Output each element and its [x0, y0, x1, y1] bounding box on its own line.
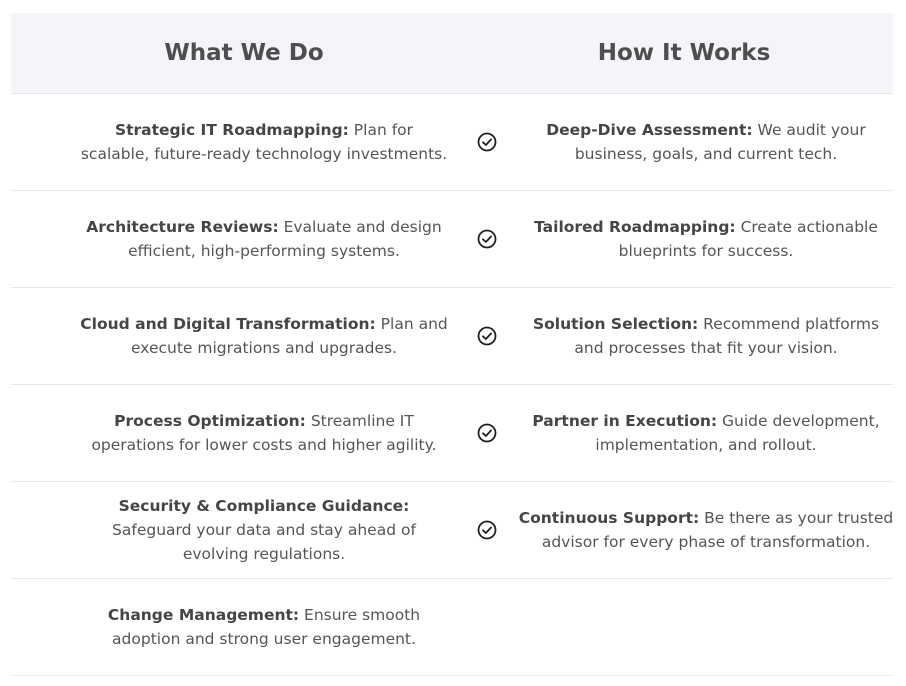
- process-description: We audit your business, goals, and current tech.: [574, 121, 866, 163]
- check-circle-icon: [476, 519, 498, 541]
- check-circle-icon: [476, 228, 498, 250]
- check-circle-icon: [476, 325, 498, 347]
- service-description: Streamline IT operations for lower costs and higher agility.: [91, 412, 437, 454]
- service-cell: [79, 191, 449, 287]
- table-header: [11, 13, 893, 94]
- how-it-works-heading: How It Works: [597, 40, 771, 66]
- service-description: Safeguard your data and stay ahead of evolving regulations.: [112, 521, 416, 563]
- service-title: Process Optimization:: [114, 412, 306, 430]
- process-cell: [516, 191, 896, 287]
- process-title: Tailored Roadmapping:: [534, 218, 736, 236]
- process-cell: [516, 94, 896, 190]
- process-title: Continuous Support:: [518, 509, 700, 527]
- service-title: Cloud and Digital Transformation:: [80, 315, 376, 333]
- service-title: Architecture Reviews:: [86, 218, 279, 236]
- service-cell: [79, 385, 449, 481]
- service-title: Security & Compliance Guidance:: [118, 497, 410, 515]
- service-description: Evaluate and design efficient, high-performing systems.: [128, 218, 442, 260]
- service-description: Ensure smooth adoption and strong user engagement.: [112, 606, 421, 648]
- service-title: Strategic IT Roadmapping:: [114, 121, 349, 139]
- process-description: Be there as your trusted advisor for every phase of transformation.: [541, 509, 894, 551]
- check-circle-icon: [476, 131, 498, 153]
- process-cell: [516, 482, 896, 578]
- process-description: Recommend platforms and processes that fit your vision.: [574, 315, 880, 357]
- process-cell: [516, 385, 896, 481]
- what-we-do-heading: What We Do: [164, 40, 324, 66]
- service-cell: [79, 288, 449, 384]
- check-circle-icon: [476, 422, 498, 444]
- process-title: Solution Selection:: [532, 315, 699, 333]
- table-row: [11, 191, 893, 288]
- process-description: Create actionable blueprints for success.: [618, 218, 878, 260]
- service-cell: [79, 482, 449, 578]
- process-description: Guide development, implementation, and rollout.: [595, 412, 880, 454]
- process-title: Deep-Dive Assessment:: [546, 121, 753, 139]
- service-description: Plan and execute migrations and upgrades.: [130, 315, 448, 357]
- table-row: [11, 385, 893, 482]
- service-cell: [79, 579, 449, 675]
- service-title: Change Management:: [107, 606, 300, 624]
- table-row: [11, 482, 893, 579]
- process-cell: [516, 288, 896, 384]
- service-description: Plan for scalable, future-ready technology investments.: [80, 121, 448, 163]
- table-row: [11, 288, 893, 385]
- table-row: [11, 94, 893, 191]
- table-row: [11, 579, 893, 676]
- process-title: Partner in Execution:: [532, 412, 718, 430]
- comparison-table: [11, 13, 893, 676]
- service-cell: [79, 94, 449, 190]
